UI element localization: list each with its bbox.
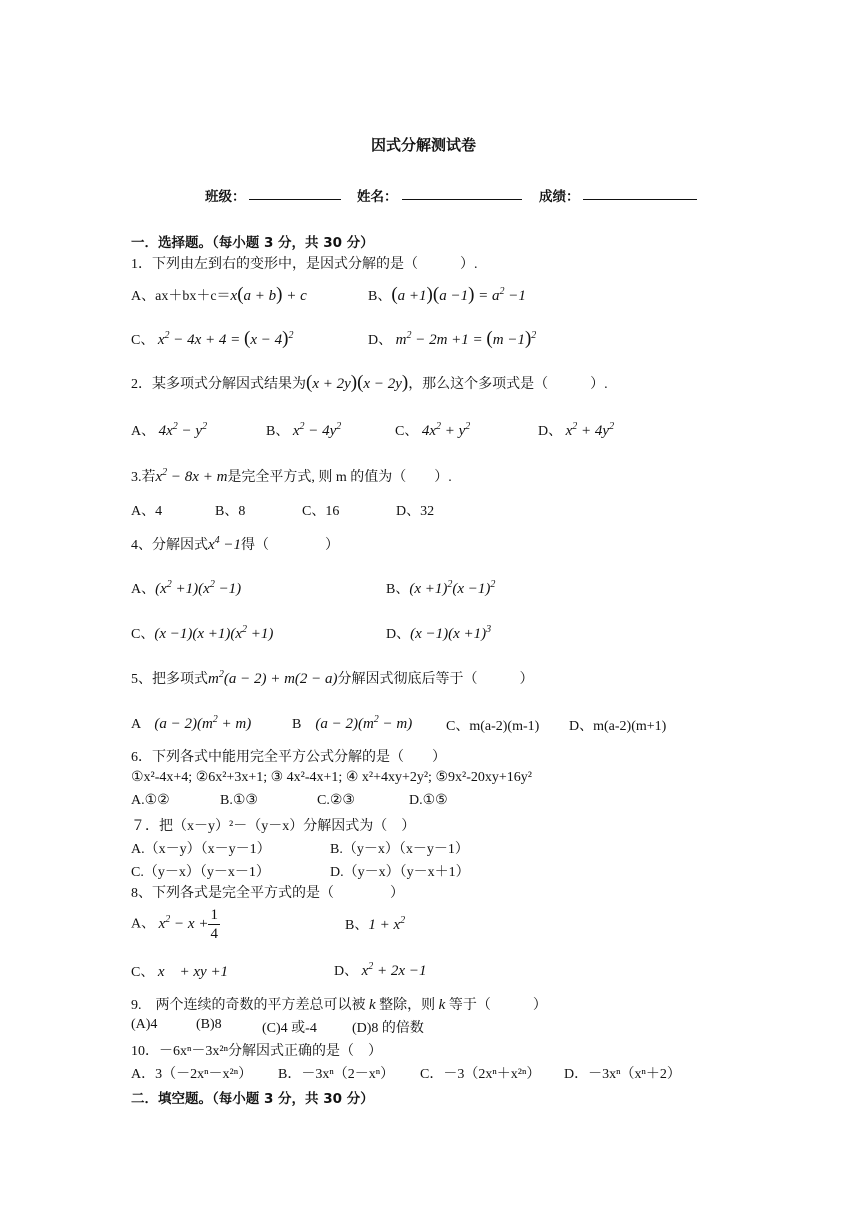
q9-stem-mid: 整除，则 xyxy=(379,998,436,1013)
q9-option-c: (C)4 或-4 xyxy=(262,1021,317,1036)
q4-a-prefix: A、 xyxy=(131,582,156,597)
section1-heading: 一．选择题。（每小题 3 分，共 30 分） xyxy=(131,235,374,251)
q6-option-b: B.①③ xyxy=(220,793,258,808)
q6-option-a: A.①② xyxy=(131,793,170,808)
q7-option-a: A.（x－y）（x－y－1） xyxy=(131,842,271,857)
q7-option-d: D.（y－x）（y－x＋1） xyxy=(330,865,470,880)
q7-option-b: B.（y－x）（x－y－1） xyxy=(330,842,469,857)
q9-k-var-2: k xyxy=(438,997,446,1013)
q4-option-c: C、$(x -1)(x +1)(x^2 +1)$ xyxy=(131,624,274,642)
q4-option-b: B、$(x +1)^2(x -1)^2$ xyxy=(386,579,496,597)
q2-option-c: C、 $4x^2 + y^2$ xyxy=(395,421,471,439)
q8-a-prefix: A、 xyxy=(131,916,156,932)
q9-k-var: k xyxy=(369,997,376,1013)
q8-option-a: A、 $x^2 - x$ + $\frac{1}{4}$ xyxy=(131,907,218,942)
q2-b-prefix: B、 xyxy=(266,424,290,439)
q1-c-prefix: C、 xyxy=(131,333,155,348)
q6-option-c: C.②③ xyxy=(317,793,355,808)
q10-option-a: A．3（－2xⁿ－x²ⁿ） xyxy=(131,1067,253,1082)
q8-b-prefix: B、 xyxy=(345,918,369,933)
q9-stem xyxy=(131,994,547,1014)
q2-option-d: D、 $x^2 + 4y^2$ xyxy=(538,421,615,439)
q6-option-d: D.①⑤ xyxy=(409,793,448,808)
q5-option-c: C、m(a-2)(m-1) xyxy=(446,719,540,734)
q8-d-prefix: D、 xyxy=(334,964,359,979)
q1-a-prefix: A、ax＋bx＋c＝ xyxy=(131,289,231,304)
q3-stem-suffix: 是完全平方式, 则 m 的值为（ ）. xyxy=(227,470,452,485)
q8-option-b: B、$1 + x^2$ xyxy=(345,915,406,933)
q4-stem-prefix: 4、分解因式 xyxy=(131,538,208,553)
q1-b-prefix: B、 xyxy=(368,289,392,304)
q4-b-prefix: B、 xyxy=(386,582,410,597)
q9-option-b: (B)8 xyxy=(196,1017,222,1032)
q6-items: ①x²-4x+4; ②6x²+3x+1; ③ 4x²-4x+1; ④ x²+4xy+2y²; ⑤9x²-20xy+16y² xyxy=(131,770,532,785)
q3-stem-prefix: 3.若 xyxy=(131,470,156,485)
q3-option-b: B、8 xyxy=(215,504,246,519)
q2-stem-suffix: ，那么这个多项式是（ ）. xyxy=(408,377,608,392)
q1-option-d: D、 $m^2 - 2m +1 = (m -1)^2$ xyxy=(368,328,537,349)
page-title: 因式分解测试卷 xyxy=(371,136,477,154)
one-quarter-fraction: $\frac{1}{4}$ xyxy=(210,907,218,942)
q4-option-a: A、$(x^2 +1)(x^2 -1)$ xyxy=(131,579,242,597)
q2-option-b: B、 $x^2 - 4y^2$ xyxy=(266,421,342,439)
q4-stem-suffix: 得（ ） xyxy=(241,538,340,553)
q4-option-d: D、$(x -1)(x +1)^3$ xyxy=(386,624,492,642)
q10-option-c: C．－3（2xⁿ＋x²ⁿ） xyxy=(420,1067,541,1082)
q1-d-prefix: D、 xyxy=(368,333,393,348)
q1-option-b: B、$(a +1)(a -1) = a^2 -1$ xyxy=(368,284,526,305)
q1-stem: 1．下列由左到右的变形中，是因式分解的是（ ）. xyxy=(131,257,478,272)
q10-stem: 10．－6xⁿ－3x²ⁿ分解因式正确的是（ ） xyxy=(131,1044,383,1059)
q10-option-d: D．－3xⁿ（xⁿ＋2） xyxy=(564,1067,681,1082)
q2-option-a: A、 $4x^2 - y^2$ xyxy=(131,421,208,439)
q9-option-a: (A)4 xyxy=(131,1017,158,1032)
q8-stem: 8、下列各式是完全平方式的是（ ） xyxy=(131,886,404,901)
section2-heading: 二．填空题。（每小题 3 分，共 30 分） xyxy=(131,1091,374,1107)
q2-d-prefix: D、 xyxy=(538,424,563,439)
score-label: 成绩： xyxy=(539,189,580,205)
q5-stem-suffix: 分解因式彻底后等于（ ） xyxy=(337,672,534,687)
q2-stem-prefix: 2．某多项式分解因式结果为 xyxy=(131,377,306,392)
q3-option-d: D、32 xyxy=(396,504,435,519)
q4-d-prefix: D、 xyxy=(386,627,411,642)
q2-stem: 2．某多项式分解因式结果为(x + 2y)(x − 2y)，那么这个多项式是（ ）. xyxy=(131,372,608,393)
q1-option-a: A、ax＋bx＋c＝x(a + b) + c xyxy=(131,284,307,305)
score-field-line[interactable] xyxy=(583,199,697,200)
q2-a-prefix: A、 xyxy=(131,424,156,439)
q8-option-c: C、 x + xy +1 xyxy=(131,964,229,980)
q8-option-d: D、 $x^2 + 2x -1$ xyxy=(334,961,427,979)
name-label: 姓名： xyxy=(357,189,398,205)
q4-c-prefix: C、 xyxy=(131,627,155,642)
q5-option-b: B $(a - 2)(m^2 - m)$ xyxy=(292,714,413,732)
q6-stem: 6．下列各式中能用完全平方公式分解的是（ ） xyxy=(131,750,446,765)
q3-stem: 3.若$x^2 - 8x + m$是完全平方式, 则 m 的值为（ ）. xyxy=(131,467,452,485)
class-label: 班级： xyxy=(205,189,246,205)
q9-stem-prefix: 9. 两个连续的奇数的平方差总可以被 xyxy=(131,998,366,1013)
q5-option-a: A $(a - 2)(m^2 + m)$ xyxy=(131,714,252,732)
q1-option-c: C、 $x^2 - 4x + 4 = (x - 4)^2$ xyxy=(131,328,294,349)
q7-option-c: C.（y－x）（y－x－1） xyxy=(131,865,270,880)
q4-stem: 4、分解因式$x^4 -1$得（ ） xyxy=(131,535,340,553)
q3-option-a: A、4 xyxy=(131,504,163,519)
q9-stem-suffix: 等于（ ） xyxy=(448,998,547,1013)
q7-stem: ７．把（x－y）²－（y－x）分解因式为（ ） xyxy=(131,819,416,834)
q5-option-d: D、m(a-2)(m+1) xyxy=(569,719,667,734)
name-field-line[interactable] xyxy=(402,199,522,200)
class-field-line[interactable] xyxy=(249,199,341,200)
q3-option-c: C、16 xyxy=(302,504,340,519)
q2-c-prefix: C、 xyxy=(395,424,419,439)
q5-stem-prefix: 5、把多项式 xyxy=(131,672,208,687)
q9-option-d: (D)8 的倍数 xyxy=(352,1021,424,1036)
q5-stem: 5、把多项式$m^2(a - 2) + m(2 - a)$分解因式彻底后等于（ ） xyxy=(131,669,534,687)
q8-c-prefix: C、 xyxy=(131,965,155,980)
q5-b-prefix: B xyxy=(292,717,302,732)
q10-option-b: B．－3xⁿ（2－xⁿ） xyxy=(278,1067,395,1082)
q5-a-prefix: A xyxy=(131,717,141,732)
